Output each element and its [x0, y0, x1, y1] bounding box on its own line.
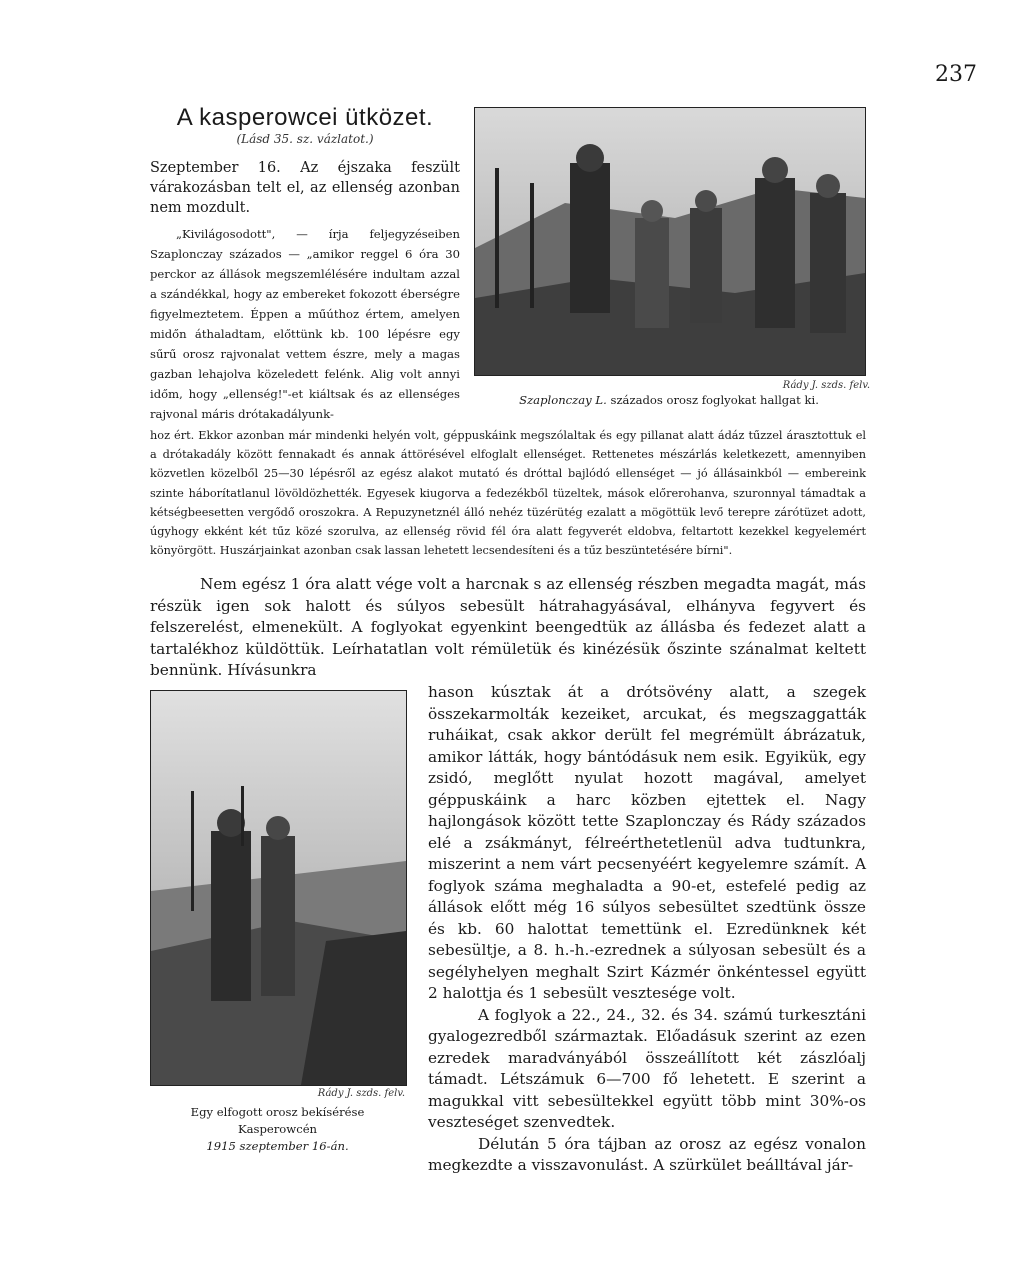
- photo-escort-image: [151, 691, 406, 1085]
- photo-interrogation: [474, 107, 866, 376]
- left-column: [150, 158, 460, 424]
- photo-interrogation-credit: Rády J. szds. felv.: [782, 380, 870, 391]
- right-column: [428, 682, 866, 1177]
- lead-paragraph: Szeptember 16. Az éjszaka feszült várakozásban telt el, az ellenség azonban nem mozdult.: [150, 160, 460, 216]
- caption-name: Szaplonczay L.: [519, 393, 607, 407]
- right-paragraph-3: Délután 5 óra tájban az orosz az egész vonalon megkezdte a visszavonulást. A szürkület beálltával jár-: [428, 1134, 866, 1174]
- photo-interrogation-image: [475, 108, 865, 375]
- photo-interrogation-caption: [474, 393, 864, 407]
- full-width-small-text: [150, 426, 866, 560]
- page-number: 237: [935, 62, 977, 87]
- caption-line-2: 1915 szeptember 16-án.: [206, 1139, 349, 1153]
- article-subtitle: (Lásd 35. sz. vázlatot.): [236, 132, 374, 146]
- article-title: A kasperowcei ütközet.: [176, 104, 434, 131]
- full-width-body: [150, 574, 866, 682]
- right-paragraph-2: A foglyok a 22., 24., 32. és 34. számú turkesztáni gyalogezredből származtak. Előadásuk szerint az ezen ezredek maradványából összeállított két zászlóalj támadt. Létszámuk 6—700 fő lehetett. E szerint a magukkal vitt sebesültekkel együtt több mint 30%-os veszteséget szenvedtek.: [428, 1005, 866, 1131]
- photo-escort: [150, 690, 407, 1086]
- photo-escort-credit: Rády J. szds. felv.: [317, 1088, 405, 1099]
- caption-rest: százados orosz foglyokat hallgat ki.: [606, 393, 819, 407]
- caption-line-1: Egy elfogott orosz bekísérése Kasperowcén: [190, 1105, 365, 1136]
- body-paragraph: Nem egész 1 óra alatt vége volt a harcnak s az ellenség részben megadta magát, más részük igen sok halott és súlyos sebesült hátrahagyásával, elhányva fegyvert és felszerelést, elmenekült. A foglyokat egyenkint beengedtük az állásba és fedezet alatt a tartalékhoz küldöttük. Leírhatatlan volt rémületük és kinézésük őszinte szánalmat keltett bennünk. Hívásunkra: [150, 575, 866, 679]
- quote-paragraph: „Kivilágosodott", — írja feljegyzéseiben Szaplonczay százados — „amikor reggel 6 óra 30 perckor az állások megszemlélésére indultam azzal a szándékkal, hogy az embereket fokozott éberségre figyelmeztetem. Éppen a műúthoz értem, amelyen midőn áthaladtam, előttünk kb. 100 lépésre egy sűrű orosz rajvonalat vettem észre, mely a magas gazban lehajolva közeledett felénk. Alig volt annyi időm, hogy „ellenség!"-et kiáltsak és az ellenséges rajvonal máris drótakadályunk-: [150, 227, 460, 421]
- right-paragraph-1: hason kúsztak át a drótsövény alatt, a szegek összekarmolták kezeiket, arcukat, és megszaggatták ruháikat, csak akkor derült fel megrémült ábrázatuk, amikor látták, hogy bántódásuk nem esik. Egyikük, egy zsidó, meglőtt nyulat hozott magával, amelyet géppuskáink a harc közben ejtettek el. Nagy hajlongások között tette Szaplonczay és Rády százados elé a zsákmányt, félreérthetetlenül adva tudtunkra, miszerint a nem várt pecsenyéért kegyelemre számít. A foglyok száma meghaladta a 90-et, estefelé pedig az állások előtt még 16 súlyos sebesültet szedtünk össze és kb. 60 halottat temettünk el. Ezredünknek két sebesültje, a 8. h.-h.-ezrednek a súlyosan sebesült és a segélyhelyen meghalt Szirt Kázmér önkéntessel együtt 2 halottja és 1 sebesült vesztesége volt.: [428, 683, 866, 1002]
- small-paragraph: hoz ért. Ekkor azonban már mindenki helyén volt, géppuskáink megszólaltak és egy pillanat alatt ádáz tűzzel árasztottuk el a drótakadály között fennakadt és annak áttörésével elfoglalt ellenséget. Rettenetes mészárlás keletkezett, amennyiben közvetlen közelből 25—30 lépésről az egész alakot mutató és dróttal bajlódó ellenséget — jó állásainkból — embereink szinte háborítatlanul lövöldözhették. Egyesek kiugorva a fedezékből tüzeltek, mások előrerohanva, szuronnyal támadtak a kétségbeesetten vergődő oroszokra. A Repuzynetznél álló nehéz tüzérütég ezalatt a mögöttük levő terepre zárótüzet adott, úgyhogy ekként két tűz közé szorulva, az ellenség rövid fél óra alatt fegyverét eldobva, feltartott kezekkel kegyelemért könyörgött. Huszárjainkat azonban csak lassan lehetett lecsendesíteni és a tűz beszüntetésére bírni".: [150, 429, 866, 558]
- photo-escort-caption: [150, 1104, 405, 1155]
